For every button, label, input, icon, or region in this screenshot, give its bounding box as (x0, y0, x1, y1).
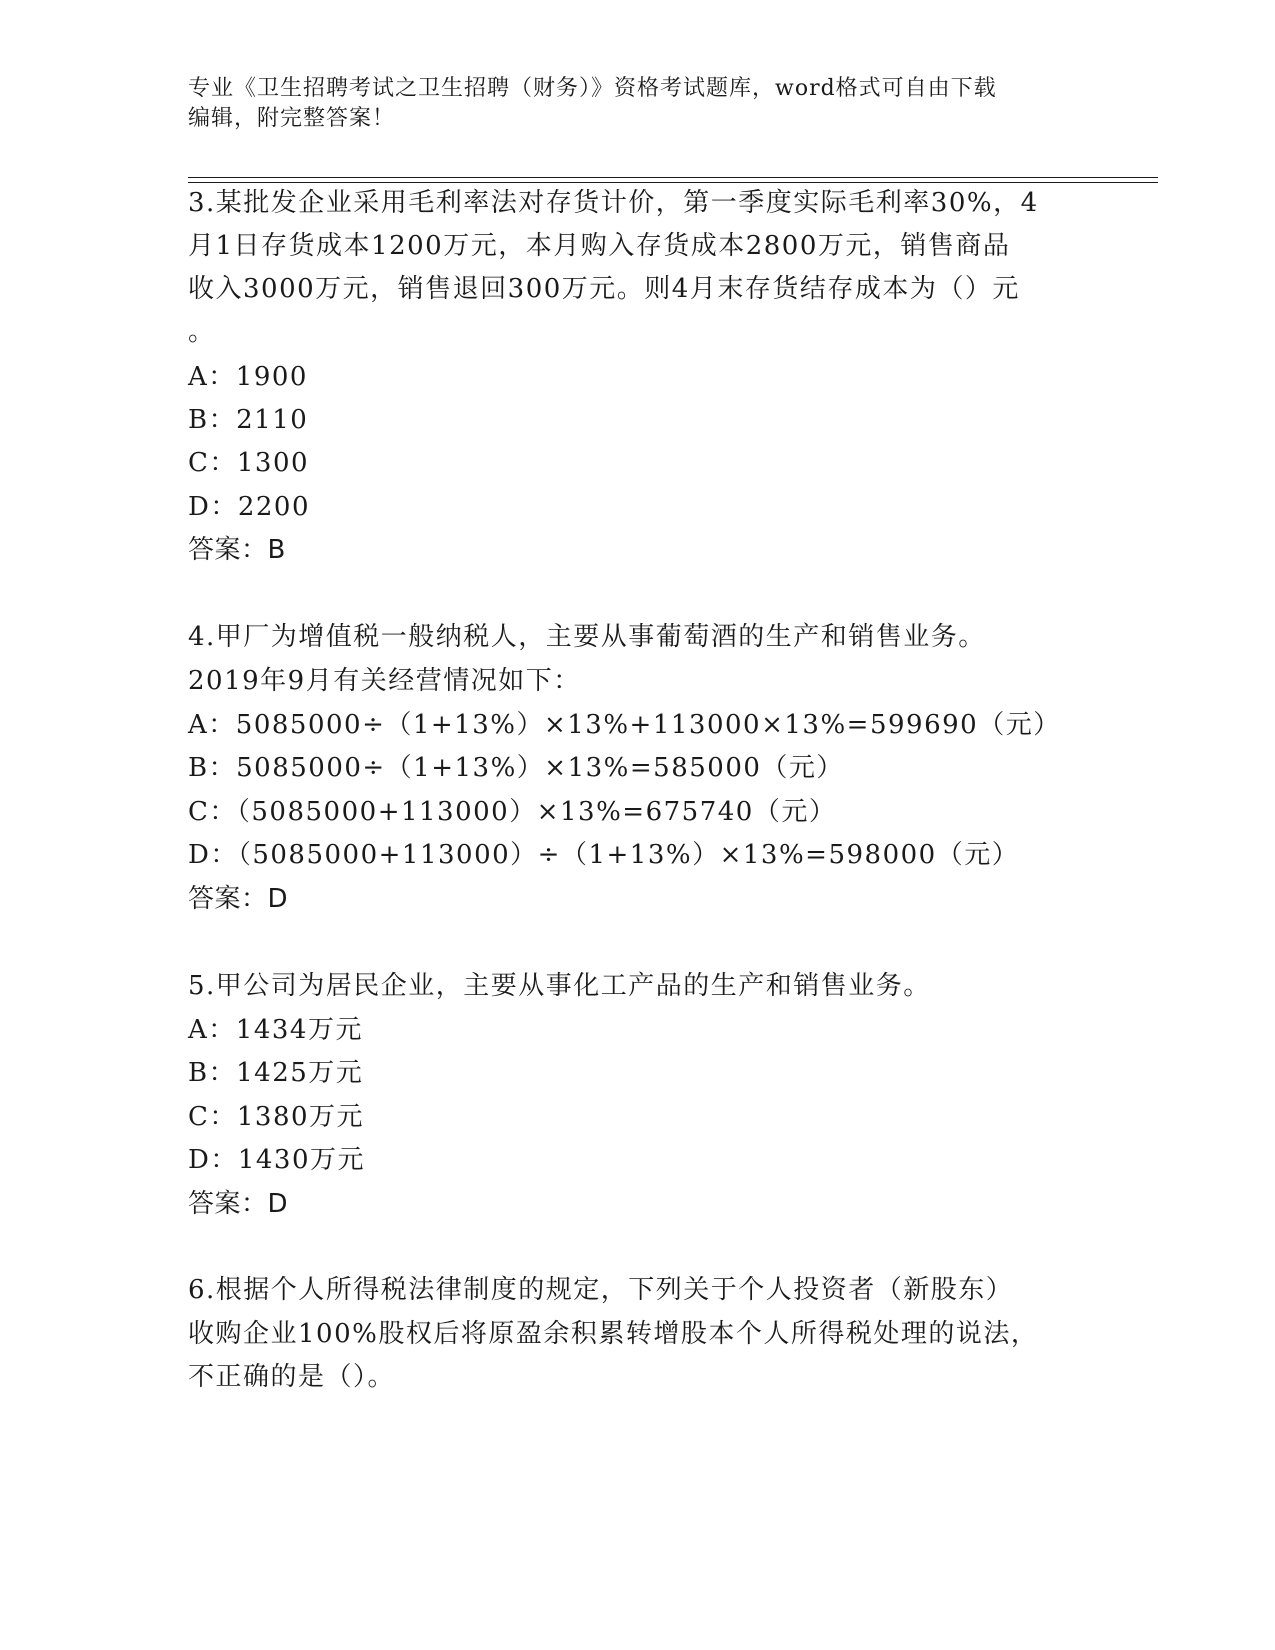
question-5-answer: 答案：D (188, 1189, 289, 1219)
question-6-line-3: 不正确的是（）。 (188, 1362, 396, 1392)
question-5-option-b: B：1425万元 (188, 1058, 364, 1088)
question-4-option-d: D：（5085000+113000）÷（1+13%）×13%=598000（元） (188, 840, 1020, 870)
header-line-1: 专业《卫生招聘考试之卫生招聘（财务）》资格考试题库，word格式可自由下载 (188, 76, 997, 101)
question-4-option-c: C：（5085000+113000）×13%=675740（元） (188, 797, 837, 827)
document-header (188, 74, 1088, 134)
question-5-option-a: A：1434万元 (188, 1015, 363, 1045)
question-5-line-1: 5.甲公司为居民企业，主要从事化工产品的生产和销售业务。 (188, 971, 931, 1001)
question-4-line-1: 4.甲厂为增值税一般纳税人，主要从事葡萄酒的生产和销售业务。 (188, 622, 986, 652)
question-3-line-2: 月1日存货成本1200万元，本月购入存货成本2800万元，销售商品 (188, 231, 1011, 261)
question-4-option-b: B：5085000÷（1+13%）×13%=585000（元） (188, 753, 844, 783)
question-3-option-b: B：2110 (188, 405, 309, 435)
question-6-line-2: 收购企业100%股权后将原盈余积累转增股本个人所得税处理的说法， (188, 1319, 1039, 1349)
header-line-2: 编辑，附完整答案！ (188, 106, 396, 131)
question-4-answer: 答案：D (188, 884, 289, 914)
question-4-line-2: 2019年9月有关经营情况如下： (188, 666, 581, 696)
question-3-answer: 答案：B (188, 535, 286, 565)
question-5-option-c: C：1380万元 (188, 1102, 365, 1132)
header-divider-top (188, 177, 1158, 178)
question-3-option-d: D：2200 (188, 492, 311, 522)
question-3-line-1: 3.某批发企业采用毛利率法对存货计价，第一季度实际毛利率30%，4 (188, 188, 1039, 218)
question-3-line-4: 。 (188, 317, 216, 347)
header-divider-bottom (188, 182, 1158, 183)
question-3-option-c: C：1300 (188, 448, 310, 478)
question-4-option-a: A：5085000÷（1+13%）×13%+113000×13%=599690（元） (188, 710, 1061, 740)
question-5-option-d: D：1430万元 (188, 1145, 366, 1175)
question-3-line-3: 收入3000万元，销售退回300万元。则4月末存货结存成本为（）元 (188, 274, 1020, 304)
question-3-option-a: A：1900 (188, 362, 308, 392)
question-6-line-1: 6.根据个人所得税法律制度的规定，下列关于个人投资者（新股东） (188, 1275, 1014, 1305)
